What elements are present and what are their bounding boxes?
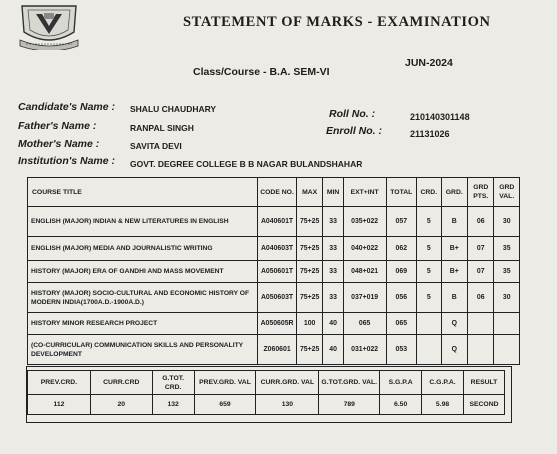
curr-grade-value: 130 xyxy=(256,395,319,415)
grade-value: 35 xyxy=(494,237,520,261)
result-value: SECOND xyxy=(464,395,505,415)
grade-points xyxy=(468,313,494,335)
marks-table xyxy=(27,177,520,365)
credit: 5 xyxy=(417,237,441,261)
table-row xyxy=(28,335,520,365)
table-row xyxy=(28,283,520,313)
course-title: ENGLISH (MAJOR) INDIAN & NEW LITERATURES IN ENGLISH xyxy=(28,207,258,237)
marks-table-header xyxy=(28,178,520,207)
total-credit-value: 132 xyxy=(152,395,194,415)
ext-int-marks: 040+022 xyxy=(343,237,386,261)
enroll-number-label: Enroll No. : xyxy=(326,125,382,137)
summary-header-prev-grade-value: PREV.GRD. VAL xyxy=(194,371,256,395)
prev-grade-value: 659 xyxy=(194,395,256,415)
max-marks: 75+25 xyxy=(296,283,322,313)
max-marks: 75+25 xyxy=(296,261,322,283)
total-marks: 062 xyxy=(386,237,417,261)
course-code: A040601T xyxy=(258,207,297,237)
header-credit: CRD. xyxy=(417,178,441,207)
summary-value-row xyxy=(28,395,505,415)
summary-header-sgpa: S.G.P.A xyxy=(380,371,422,395)
institution-name: GOVT. DEGREE COLLEGE B B NAGAR BULANDSHAHAR xyxy=(130,159,363,169)
grade-value: 30 xyxy=(494,283,520,313)
course-code: A040603T xyxy=(258,237,297,261)
table-row xyxy=(28,313,520,335)
header-grade: GRD. xyxy=(441,178,467,207)
ext-int-marks: 037+019 xyxy=(343,283,386,313)
grade-points: 07 xyxy=(468,237,494,261)
total-grade-value: 789 xyxy=(319,395,380,415)
min-marks: 40 xyxy=(323,313,343,335)
institution-name-label: Institution's Name : xyxy=(18,155,116,167)
max-marks: 75+25 xyxy=(296,207,322,237)
min-marks: 40 xyxy=(323,335,343,365)
course-title: (CO-CURRICULAR) COMMUNICATION SKILLS AND PERSONALITY DEVELOPMENT xyxy=(28,335,258,365)
summary-header-total-grade-value: G.TOT.GRD. VAL. xyxy=(319,371,380,395)
course-title: ENGLISH (MAJOR) MEDIA AND JOURNALISTIC WRITING xyxy=(28,237,258,261)
grade: B+ xyxy=(441,261,467,283)
summary-header-curr-grade-value: CURR.GRD. VAL xyxy=(256,371,319,395)
header-ext-int: EXT+INT xyxy=(343,178,386,207)
min-marks: 33 xyxy=(323,283,343,313)
summary-header-total-credit: G.TOT. CRD. xyxy=(152,371,194,395)
enroll-number: 21131026 xyxy=(410,129,450,139)
prev-credit-value: 112 xyxy=(28,395,91,415)
grade-value xyxy=(494,335,520,365)
credit: 5 xyxy=(417,261,441,283)
table-row xyxy=(28,237,520,261)
max-marks: 75+25 xyxy=(296,335,322,365)
header-max: MAX xyxy=(296,178,322,207)
min-marks: 33 xyxy=(323,261,343,283)
header-min: MIN xyxy=(323,178,343,207)
grade-value xyxy=(494,313,520,335)
roll-number: 210140301148 xyxy=(410,112,470,122)
mother-name: SAVITA DEVI xyxy=(130,141,182,151)
sgpa-value: 6.50 xyxy=(380,395,422,415)
table-row xyxy=(28,207,520,237)
total-marks: 056 xyxy=(386,283,417,313)
roll-number-label: Roll No. : xyxy=(329,108,376,120)
grade: Q xyxy=(441,335,467,365)
max-marks: 100 xyxy=(296,313,322,335)
grade: B+ xyxy=(441,237,467,261)
grade: B xyxy=(441,207,467,237)
summary-table xyxy=(27,370,505,415)
grade-points: 06 xyxy=(468,207,494,237)
ext-int-marks: 035+022 xyxy=(343,207,386,237)
grade-points: 06 xyxy=(468,283,494,313)
total-marks: 065 xyxy=(386,313,417,335)
class-course: Class/Course - B.A. SEM-VI xyxy=(193,66,330,78)
exam-session: JUN-2024 xyxy=(405,57,453,69)
document-title: STATEMENT OF MARKS - EXAMINATION xyxy=(183,14,491,30)
curr-credit-value: 20 xyxy=(90,395,152,415)
min-marks: 33 xyxy=(323,237,343,261)
header-course-title: COURSE TITLE xyxy=(28,178,258,207)
course-title: HISTORY MINOR RESEARCH PROJECT xyxy=(28,313,258,335)
father-name-label: Father's Name : xyxy=(18,120,97,132)
cgpa-value: 5.98 xyxy=(422,395,464,415)
grade-points: 07 xyxy=(468,261,494,283)
header-grade-points: GRD PTS. xyxy=(468,178,494,207)
max-marks: 75+25 xyxy=(296,237,322,261)
summary-header-result: RESULT xyxy=(464,371,505,395)
header-code: CODE NO. xyxy=(258,178,297,207)
grade-value: 30 xyxy=(494,207,520,237)
header-total: TOTAL xyxy=(386,178,417,207)
grade: B xyxy=(441,283,467,313)
table-row xyxy=(28,261,520,283)
total-marks: 057 xyxy=(386,207,417,237)
ext-int-marks: 031+022 xyxy=(343,335,386,365)
header-grade-value: GRD VAL. xyxy=(494,178,520,207)
grade-value: 35 xyxy=(494,261,520,283)
summary-header-cgpa: C.G.P.A. xyxy=(422,371,464,395)
ext-int-marks: 048+021 xyxy=(343,261,386,283)
university-emblem-icon xyxy=(14,4,84,50)
candidate-name-label: Candidate's Name : xyxy=(18,101,116,113)
credit: 5 xyxy=(417,283,441,313)
summary-header-curr-credit: CURR.CRD xyxy=(90,371,152,395)
course-code: Z060601 xyxy=(258,335,297,365)
grade: Q xyxy=(441,313,467,335)
summary-header-row xyxy=(28,371,505,395)
course-title: HISTORY (MAJOR) ERA OF GANDHI AND MASS MOVEMENT xyxy=(28,261,258,283)
summary-header-prev-credit: PREV.CRD. xyxy=(28,371,91,395)
total-marks: 069 xyxy=(386,261,417,283)
min-marks: 33 xyxy=(323,207,343,237)
father-name: RANPAL SINGH xyxy=(130,123,194,133)
credit xyxy=(417,335,441,365)
course-code: A050603T xyxy=(258,283,297,313)
course-code: A050605R xyxy=(258,313,297,335)
course-title: HISTORY (MAJOR) SOCIO-CULTURAL AND ECONOMIC HISTORY OF MODERN INDIA(1700A.D.-1900A.D.) xyxy=(28,283,258,313)
credit: 5 xyxy=(417,207,441,237)
ext-int-marks: 065 xyxy=(343,313,386,335)
grade-points xyxy=(468,335,494,365)
total-marks: 053 xyxy=(386,335,417,365)
mother-name-label: Mother's Name : xyxy=(18,138,100,150)
course-code: A050601T xyxy=(258,261,297,283)
credit xyxy=(417,313,441,335)
candidate-name: SHALU CHAUDHARY xyxy=(130,104,217,114)
